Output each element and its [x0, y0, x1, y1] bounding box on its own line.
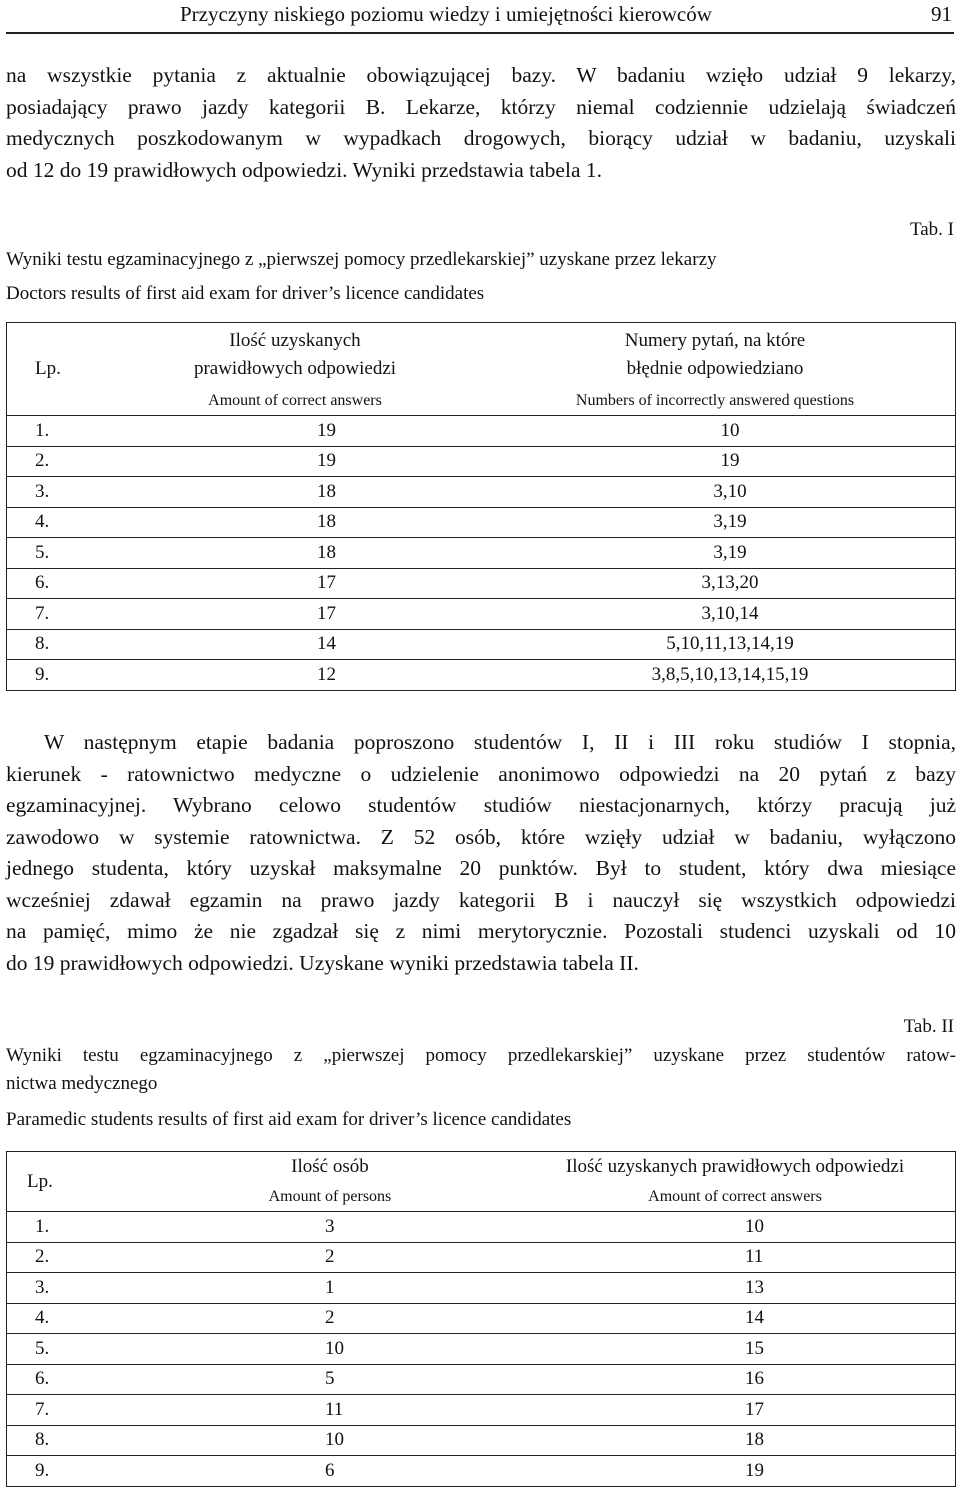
paragraph-line: egzaminacyjnej. Wybrano celowo studentów studiów niestacjonarnych, którzy pracują już	[6, 793, 956, 817]
cell-lp: 3.	[7, 1273, 140, 1304]
paragraph-line: od 12 do 19 prawidłowych odpowiedzi. Wyniki przedstawia tabela 1.	[6, 157, 602, 182]
cell-value: 5,10,11,13,14,19	[505, 629, 956, 660]
cell-value: 12	[145, 660, 505, 691]
table-2-caption	[6, 1042, 956, 1134]
table-row	[7, 629, 956, 660]
cell-lp: 7.	[7, 599, 146, 630]
table-row	[7, 507, 956, 538]
cell-value: 3,10	[505, 477, 956, 508]
cell-value: 3,10,14	[505, 599, 956, 630]
table-row	[7, 1303, 956, 1334]
caption-en: Paramedic students results of first aid exam for driver’s licence candidates	[6, 1109, 572, 1130]
cell-value: 19	[515, 1456, 956, 1487]
table-row	[7, 1425, 956, 1456]
page-number: 91	[931, 2, 952, 26]
cell-value: 10	[505, 416, 956, 447]
header-persons	[140, 1152, 515, 1212]
table-row	[7, 1273, 956, 1304]
table-row	[7, 446, 956, 477]
table-row	[7, 1334, 956, 1365]
header-text: prawidłowych odpowiedzi	[193, 358, 397, 379]
header-lp: Lp.	[7, 323, 146, 416]
cell-value: 1	[140, 1273, 515, 1304]
header-correct-answers	[515, 1152, 956, 1212]
header-text: Ilość uzyskanych	[229, 330, 361, 351]
cell-value: 15	[515, 1334, 956, 1365]
cell-value: 3,8,5,10,13,14,15,19	[505, 660, 956, 691]
paragraph-line: W następnym etapie badania poproszono studentów I, II i III roku studiów I stopnia,	[44, 730, 956, 754]
cell-value: 3,19	[505, 538, 956, 569]
table-header-row	[7, 323, 956, 416]
cell-value: 3,13,20	[505, 568, 956, 599]
paragraph-line: kierunek - ratownictwo medyczne o udzielenie anonimowo odpowiedzi na 20 pytań z bazy	[6, 761, 956, 786]
table-row	[7, 1395, 956, 1426]
table-row	[7, 660, 956, 691]
cell-lp: 4.	[7, 507, 146, 538]
cell-lp: 5.	[7, 1334, 140, 1365]
cell-lp: 1.	[7, 1212, 140, 1243]
cell-lp: 8.	[7, 629, 146, 660]
paragraph-2	[6, 727, 956, 979]
paragraph-line: jednego studenta, który uzyskał maksymalne 20 punktów. Był to student, który dwa miesiące	[6, 856, 956, 880]
header-subtext: Amount of correct answers	[208, 392, 382, 409]
cell-value: 3	[140, 1212, 515, 1243]
paragraph-line: zawodowo w systemie ratownictwa. Z 52 osób, które wzięły udział w badaniu, wyłączono	[6, 824, 956, 849]
table-1	[6, 322, 956, 691]
cell-value: 17	[145, 599, 505, 630]
cell-value: 10	[140, 1334, 515, 1365]
cell-lp: 6.	[7, 568, 146, 599]
table-row	[7, 1212, 956, 1243]
cell-value: 18	[145, 477, 505, 508]
cell-lp: 4.	[7, 1303, 140, 1334]
page-header	[6, 0, 954, 34]
paragraph-line: do 19 prawidłowych odpowiedzi. Uzyskane wyniki przedstawia tabela II.	[6, 950, 639, 975]
cell-value: 10	[515, 1212, 956, 1243]
cell-value: 11	[515, 1242, 956, 1273]
cell-value: 5	[140, 1364, 515, 1395]
cell-value: 17	[145, 568, 505, 599]
paragraph-line: na wszystkie pytania z aktualnie obowiązującej bazy. W badaniu wzięło udział 9 lekarzy,	[6, 63, 956, 87]
caption-pl: Wyniki testu egzaminacyjnego z „pierwszej pomocy przedlekarskiej” uzyskane przez lekarzy	[6, 249, 717, 270]
cell-lp: 2.	[7, 446, 146, 477]
cell-value: 19	[505, 446, 956, 477]
table-row	[7, 599, 956, 630]
table-1-label: Tab. I	[909, 219, 954, 240]
header-subtext: Numbers of incorrectly answered questions	[575, 392, 855, 409]
header-correct-answers	[145, 323, 505, 416]
cell-value: 14	[515, 1303, 956, 1334]
header-text: błędnie odpowiedziano	[626, 358, 804, 379]
cell-value: 10	[140, 1425, 515, 1456]
cell-lp: 8.	[7, 1425, 140, 1456]
caption-pl: nictwa medycznego	[6, 1073, 158, 1094]
cell-lp: 6.	[7, 1364, 140, 1395]
cell-lp: 1.	[7, 416, 146, 447]
cell-lp: 3.	[7, 477, 146, 508]
table-2	[6, 1151, 956, 1487]
table-row	[7, 1456, 956, 1487]
caption-en: Doctors results of first aid exam for driver’s licence candidates	[6, 283, 485, 304]
cell-lp: 9.	[7, 660, 146, 691]
header-lp: Lp.	[7, 1152, 140, 1212]
cell-value: 13	[515, 1273, 956, 1304]
cell-value: 17	[515, 1395, 956, 1426]
cell-value: 11	[140, 1395, 515, 1426]
paragraph-line: wcześniej zdawał egzamin na prawo jazdy kategorii B i nauczył się wszystkich odpowiedzi	[6, 887, 956, 912]
header-text: Ilość osób	[291, 1155, 369, 1177]
header-subtext: Amount of correct answers	[648, 1187, 822, 1205]
header-text: Ilość uzyskanych prawidłowych odpowiedzi	[565, 1155, 905, 1177]
cell-lp: 5.	[7, 538, 146, 569]
cell-value: 16	[515, 1364, 956, 1395]
cell-value: 19	[145, 446, 505, 477]
paragraph-line: na pamięć, mimo że nie zgadzał się z nimi merytorycznie. Pozostali studenci uzyskali od 10	[6, 919, 956, 943]
cell-value: 2	[140, 1303, 515, 1334]
running-title: Przyczyny niskiego poziomu wiedzy i umiejętności kierowców	[180, 2, 712, 26]
table-row	[7, 477, 956, 508]
cell-value: 19	[145, 416, 505, 447]
table-row	[7, 538, 956, 569]
cell-lp: 2.	[7, 1242, 140, 1273]
caption-pl: Wyniki testu egzaminacyjnego z „pierwszej pomocy przedlekarskiej” uzyskane przez studentów ratow-	[6, 1045, 956, 1066]
paragraph-line: medycznych poszkodowanym w wypadkach drogowych, biorący udział w badaniu, uzyskali	[6, 126, 956, 150]
cell-value: 6	[140, 1456, 515, 1487]
cell-value: 18	[145, 507, 505, 538]
table-row	[7, 1242, 956, 1273]
table-row	[7, 416, 956, 447]
table-header-row	[7, 1152, 956, 1212]
cell-lp: 7.	[7, 1395, 140, 1426]
header-subtext: Amount of persons	[268, 1187, 392, 1205]
cell-value: 18	[145, 538, 505, 569]
cell-value: 14	[145, 629, 505, 660]
cell-value: 18	[515, 1425, 956, 1456]
table-2-label: Tab. II	[903, 1016, 954, 1037]
header-incorrect-questions	[505, 323, 956, 416]
cell-value: 3,19	[505, 507, 956, 538]
table-row	[7, 1364, 956, 1395]
table-1-caption	[6, 246, 956, 308]
table-row	[7, 568, 956, 599]
cell-value: 2	[140, 1242, 515, 1273]
header-text: Numery pytań, na które	[624, 330, 806, 351]
paragraph-1	[6, 60, 956, 186]
cell-lp: 9.	[7, 1456, 140, 1487]
paragraph-line: posiadający prawo jazdy kategorii B. Lekarze, którzy niemal codziennie udzielają świadczeń	[6, 94, 956, 119]
